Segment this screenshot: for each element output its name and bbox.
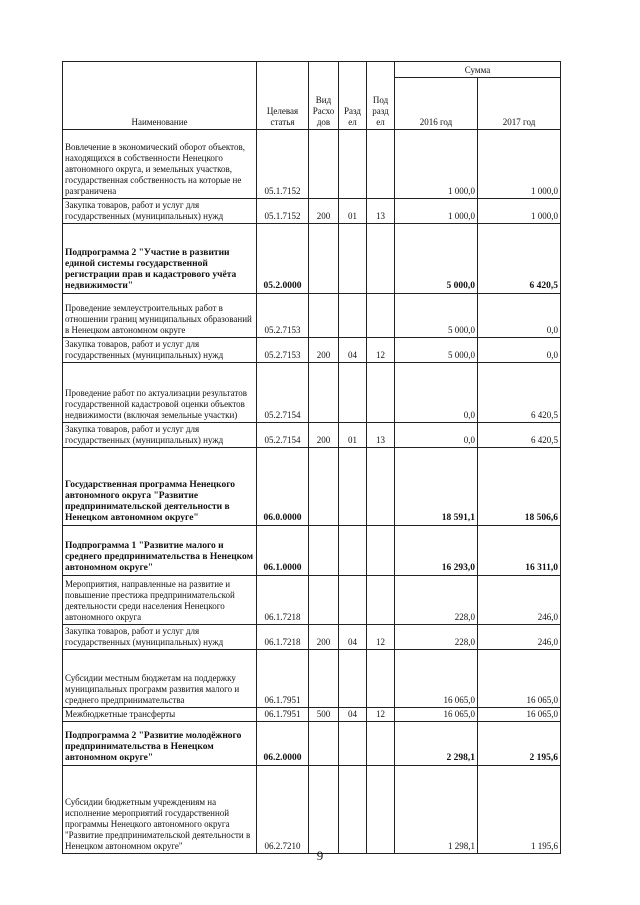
- row-target-code: 05.2.7154: [257, 423, 309, 448]
- row-razd: 04: [339, 625, 367, 650]
- row-podrazd: 12: [367, 625, 395, 650]
- row-name: Межбюджетные трансферты: [63, 708, 257, 722]
- row-sum-2017: 6 420,5: [478, 423, 561, 448]
- row-vid: 200: [309, 199, 339, 224]
- row-name: Вовлечение в экономический оборот объектов, находящихся в собственности Ненецкого автономного округа, и земельных участков, государственная собственность на которые не разграничена: [63, 130, 257, 199]
- row-vid: [309, 722, 339, 766]
- row-sum-2016: 1 000,0: [395, 199, 478, 224]
- row-sum-2016: 16 065,0: [395, 650, 478, 708]
- table-row: [63, 363, 561, 423]
- row-target-code: 06.0.0000: [257, 448, 309, 526]
- row-vid: 200: [309, 423, 339, 448]
- row-sum-2017: 16 065,0: [478, 708, 561, 722]
- table-row: [63, 423, 561, 448]
- row-target-code: 06.1.7218: [257, 576, 309, 625]
- row-razd: 01: [339, 199, 367, 224]
- row-razd: [339, 576, 367, 625]
- row-podrazd: 13: [367, 423, 395, 448]
- row-name: Субсидии местным бюджетам на поддержку муниципальных программ развития малого и среднего предпринимательства: [63, 650, 257, 708]
- row-vid: [309, 526, 339, 576]
- row-podrazd: [367, 526, 395, 576]
- row-sum-2017: 246,0: [478, 625, 561, 650]
- row-podrazd: [367, 650, 395, 708]
- row-razd: [339, 526, 367, 576]
- row-sum-2016: 228,0: [395, 625, 478, 650]
- row-razd: [339, 448, 367, 526]
- row-vid: [309, 576, 339, 625]
- row-sum-2016: 1 298,1: [395, 766, 478, 854]
- row-target-code: 06.1.0000: [257, 526, 309, 576]
- table-row: [63, 294, 561, 338]
- row-vid: [309, 294, 339, 338]
- table-row: [63, 625, 561, 650]
- row-target-code: 06.1.7951: [257, 650, 309, 708]
- table-row: [63, 130, 561, 199]
- row-podrazd: 12: [367, 708, 395, 722]
- table-row: [63, 766, 561, 854]
- row-vid: [309, 448, 339, 526]
- row-sum-2017: 1 000,0: [478, 130, 561, 199]
- header-2016: 2016 год: [395, 78, 478, 130]
- row-sum-2017: 6 420,5: [478, 363, 561, 423]
- header-name: Наименование: [63, 62, 257, 130]
- header-razd: Разд ел: [339, 62, 367, 130]
- row-vid: 200: [309, 625, 339, 650]
- row-target-code: 05.2.7153: [257, 294, 309, 338]
- row-razd: [339, 766, 367, 854]
- row-sum-2016: 18 591,1: [395, 448, 478, 526]
- row-razd: 04: [339, 338, 367, 363]
- row-target-code: 06.2.0000: [257, 722, 309, 766]
- row-sum-2017: 16 311,0: [478, 526, 561, 576]
- row-name: Подпрограмма 2 "Развитие молодёжного предпринимательства в Ненецком автономном округе": [63, 722, 257, 766]
- table-row: [63, 224, 561, 294]
- row-vid: [309, 363, 339, 423]
- row-podrazd: [367, 722, 395, 766]
- row-podrazd: [367, 576, 395, 625]
- header-summa: Сумма: [395, 62, 561, 78]
- header-row: [63, 62, 561, 78]
- row-sum-2017: 0,0: [478, 294, 561, 338]
- row-vid: [309, 766, 339, 854]
- row-name: Подпрограмма 2 "Участие в развитии единой системы государственной регистрации прав и кадастрового учёта недвижимости": [63, 224, 257, 294]
- row-name: Закупка товаров, работ и услуг для государственных (муниципальных) нужд: [63, 199, 257, 224]
- row-vid: [309, 650, 339, 708]
- row-vid: 200: [309, 338, 339, 363]
- budget-table: [62, 61, 561, 854]
- row-name: Государственная программа Ненецкого автономного округа "Развитие предпринимательской деятельности в Ненецком автономном округе": [63, 448, 257, 526]
- row-podrazd: [367, 294, 395, 338]
- header-vid: Вид Расхо дов: [309, 62, 339, 130]
- table-row: [63, 650, 561, 708]
- table-row: [63, 576, 561, 625]
- row-podrazd: [367, 224, 395, 294]
- row-sum-2017: 246,0: [478, 576, 561, 625]
- row-sum-2016: 5 000,0: [395, 294, 478, 338]
- row-razd: 01: [339, 423, 367, 448]
- row-name: Закупка товаров, работ и услуг для государственных (муниципальных) нужд: [63, 338, 257, 363]
- page-number: 9: [316, 848, 324, 863]
- row-razd: [339, 130, 367, 199]
- row-sum-2016: 0,0: [395, 363, 478, 423]
- row-name: Субсидии бюджетным учреждениям на исполнение мероприятий государственной программы Ненецкого автономного округа "Развитие предпринимательской деятельности в Ненецком автономном округе": [63, 766, 257, 854]
- row-sum-2017: 2 195,6: [478, 722, 561, 766]
- row-name: Мероприятия, направленные на развитие и повышение престижа предпринимательской деятельности среди населения Ненецкого автономного округа: [63, 576, 257, 625]
- row-target-code: 06.2.7210: [257, 766, 309, 854]
- table-row: [63, 722, 561, 766]
- row-sum-2017: 18 506,6: [478, 448, 561, 526]
- row-razd: [339, 363, 367, 423]
- table-row: [63, 708, 561, 722]
- table-row: [63, 338, 561, 363]
- row-sum-2016: 228,0: [395, 576, 478, 625]
- table-row: [63, 448, 561, 526]
- row-podrazd: [367, 448, 395, 526]
- table-row: [63, 526, 561, 576]
- row-podrazd: 12: [367, 338, 395, 363]
- row-vid: [309, 130, 339, 199]
- row-sum-2017: 6 420,5: [478, 224, 561, 294]
- table-row: [63, 199, 561, 224]
- row-target-code: 05.1.7152: [257, 130, 309, 199]
- row-razd: [339, 224, 367, 294]
- row-target-code: 05.1.7152: [257, 199, 309, 224]
- row-name: Закупка товаров, работ и услуг для государственных (муниципальных) нужд: [63, 423, 257, 448]
- row-target-code: 05.2.7154: [257, 363, 309, 423]
- row-sum-2017: 1 195,6: [478, 766, 561, 854]
- header-2017: 2017 год: [478, 78, 561, 130]
- row-vid: 500: [309, 708, 339, 722]
- row-podrazd: 13: [367, 199, 395, 224]
- row-razd: [339, 650, 367, 708]
- row-razd: 04: [339, 708, 367, 722]
- row-sum-2016: 2 298,1: [395, 722, 478, 766]
- row-razd: [339, 722, 367, 766]
- row-podrazd: [367, 766, 395, 854]
- row-sum-2017: 1 000,0: [478, 199, 561, 224]
- row-name: Подпрограмма 1 "Развитие малого и среднего предпринимательства в Ненецком автономном округе": [63, 526, 257, 576]
- row-sum-2016: 0,0: [395, 423, 478, 448]
- header-target: Целевая статья: [257, 62, 309, 130]
- row-target-code: 06.1.7951: [257, 708, 309, 722]
- row-name: Закупка товаров, работ и услуг для государственных (муниципальных) нужд: [63, 625, 257, 650]
- header-podrazd: Под разд ел: [367, 62, 395, 130]
- row-podrazd: [367, 130, 395, 199]
- row-sum-2016: 5 000,0: [395, 338, 478, 363]
- row-podrazd: [367, 363, 395, 423]
- row-target-code: 06.1.7218: [257, 625, 309, 650]
- row-sum-2016: 16 293,0: [395, 526, 478, 576]
- row-razd: [339, 294, 367, 338]
- row-vid: [309, 224, 339, 294]
- row-sum-2016: 1 000,0: [395, 130, 478, 199]
- row-name: Проведение землеустроительных работ в отношении границ муниципальных образований в Ненецком автономном округе: [63, 294, 257, 338]
- row-sum-2017: 0,0: [478, 338, 561, 363]
- row-target-code: 05.2.7153: [257, 338, 309, 363]
- row-name: Проведение работ по актуализации результатов государственной кадастровой оценки объектов недвижимости (включая земельные участки): [63, 363, 257, 423]
- row-target-code: 05.2.0000: [257, 224, 309, 294]
- row-sum-2017: 16 065,0: [478, 650, 561, 708]
- row-sum-2016: 5 000,0: [395, 224, 478, 294]
- row-sum-2016: 16 065,0: [395, 708, 478, 722]
